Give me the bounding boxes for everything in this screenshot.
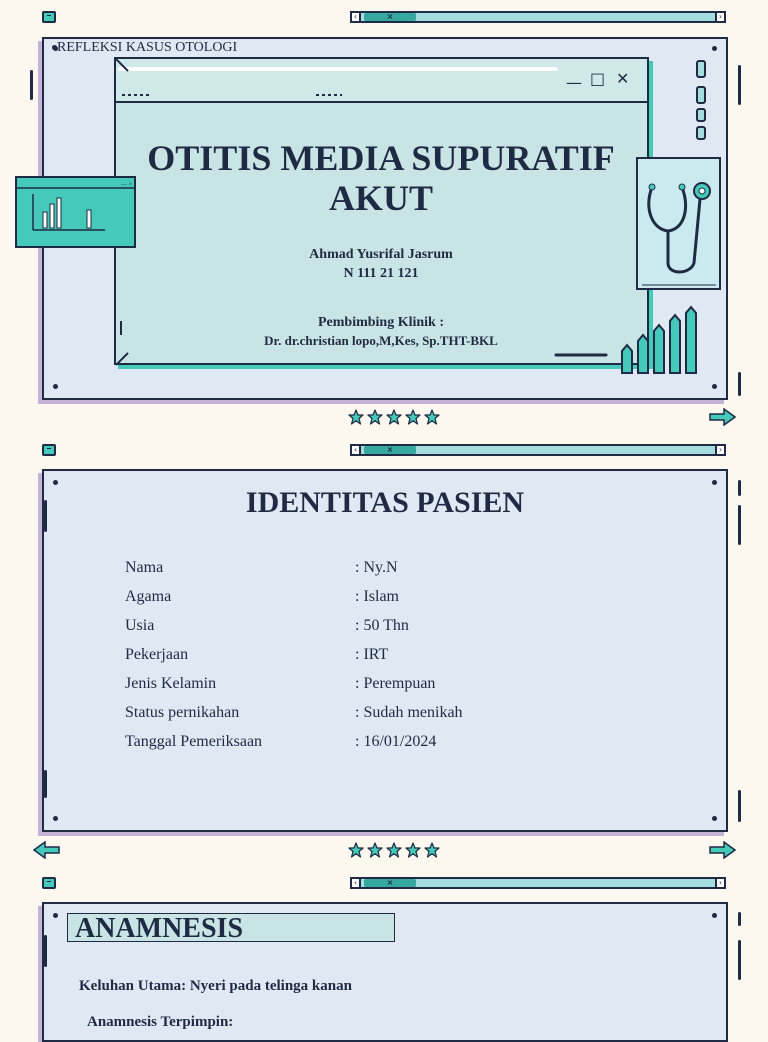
corner-dot xyxy=(712,480,717,485)
identity-label: Usia xyxy=(125,617,155,634)
horizontal-scrollbar[interactable] xyxy=(350,877,726,889)
menu-icon[interactable] xyxy=(42,11,56,23)
minimize-button[interactable]: — xyxy=(566,73,582,92)
supervisor-label: Pembimbing Klinik : xyxy=(317,315,445,330)
identity-value: : IRT xyxy=(355,646,389,663)
scroll-right-button[interactable]: › xyxy=(715,11,726,23)
author-name: Ahmad Yusrifal Jasrum xyxy=(309,247,453,262)
identity-label: Agama xyxy=(125,588,172,605)
identity-value: : 16/01/2024 xyxy=(355,733,437,750)
identity-label: Nama xyxy=(125,559,164,576)
supervisor-name: Dr. dr.christian lopo,M,Kes, Sp.THT-BKL xyxy=(264,333,498,348)
identity-value: : Islam xyxy=(355,588,399,605)
frame-tick xyxy=(738,65,741,105)
corner-dot xyxy=(53,480,58,485)
corner-dot xyxy=(712,46,717,51)
chief-complaint: Keluhan Utama: Nyeri pada telinga kanan xyxy=(79,978,352,994)
star-icon xyxy=(424,842,440,858)
star-icon xyxy=(367,409,383,425)
vertical-scroll-piece[interactable] xyxy=(696,86,706,104)
stethoscope-card xyxy=(636,157,721,290)
horizontal-scrollbar[interactable] xyxy=(350,444,726,456)
menu-icon[interactable] xyxy=(42,877,56,889)
frame-tick xyxy=(738,912,741,926)
star-icon xyxy=(348,409,364,425)
corner-dot xyxy=(712,384,717,389)
frame-tick xyxy=(738,372,741,396)
window-titlebar xyxy=(116,59,647,103)
frame-tick xyxy=(738,505,741,545)
maximize-button[interactable]: □ xyxy=(590,69,606,88)
slide-title-text: OTITIS MEDIA SUPURATIF AKUT xyxy=(147,138,615,218)
frame-tick xyxy=(738,480,741,496)
identity-value: : Perempuan xyxy=(355,675,436,692)
star-icon xyxy=(386,409,402,425)
svg-text:— ×: — × xyxy=(121,182,132,188)
identity-value: : 50 Thn xyxy=(355,617,409,634)
stethoscope-icon xyxy=(638,159,719,288)
arrow-right-icon[interactable] xyxy=(708,841,736,859)
menu-icon[interactable] xyxy=(42,444,56,456)
identity-value: : Sudah menikah xyxy=(355,704,463,721)
scroll-thumb[interactable]: × xyxy=(364,446,416,454)
guided-history-label: Anamnesis Terpimpin: xyxy=(87,1014,234,1030)
star-icon xyxy=(405,409,421,425)
frame-tick xyxy=(44,770,47,798)
horizontal-scrollbar[interactable] xyxy=(350,11,726,23)
vertical-scroll-piece[interactable] xyxy=(696,60,706,78)
slide-rating-stars xyxy=(348,842,440,858)
frame-tick xyxy=(738,790,741,822)
star-icon xyxy=(367,842,383,858)
bullet-dot xyxy=(52,45,57,50)
close-button[interactable]: ✕ xyxy=(616,69,630,88)
scroll-thumb[interactable]: × xyxy=(364,879,416,887)
star-icon xyxy=(348,842,364,858)
student-id: N 111 21 121 xyxy=(343,266,419,281)
scroll-right-button[interactable]: › xyxy=(715,877,726,889)
vertical-scroll-piece[interactable] xyxy=(696,126,706,140)
scroll-right-button[interactable]: › xyxy=(715,444,726,456)
arrow-left-icon[interactable] xyxy=(33,841,61,859)
section-title: IDENTITAS PASIEN xyxy=(245,486,525,519)
corner-dot xyxy=(712,816,717,821)
scroll-left-button[interactable]: ‹ xyxy=(350,444,361,456)
rising-bars-icon xyxy=(614,305,706,375)
section-title: ANAMNESIS xyxy=(75,913,244,944)
scroll-left-button[interactable]: ‹ xyxy=(350,11,361,23)
star-icon xyxy=(405,842,421,858)
scroll-left-button[interactable]: ‹ xyxy=(350,877,361,889)
identity-label: Pekerjaan xyxy=(125,646,189,663)
vertical-scroll-piece[interactable] xyxy=(696,108,706,122)
corner-dot xyxy=(53,816,58,821)
slide-header-tag: REFLEKSI KASUS OTOLOGI xyxy=(57,40,238,55)
slide-rating-stars xyxy=(348,409,440,425)
bar-chart-card xyxy=(15,176,136,248)
identity-label: Status pernikahan xyxy=(125,704,240,721)
bar-chart-icon xyxy=(17,178,134,246)
identity-label: Tanggal Pemeriksaan xyxy=(125,733,263,750)
star-icon xyxy=(386,842,402,858)
scroll-thumb[interactable]: × xyxy=(364,13,416,21)
frame-tick xyxy=(30,70,33,100)
corner-dot xyxy=(53,913,58,918)
frame-tick xyxy=(738,940,741,980)
arrow-right-icon[interactable] xyxy=(708,408,736,426)
identity-label: Jenis Kelamin xyxy=(125,675,217,692)
identity-value: : Ny.N xyxy=(355,559,398,576)
corner-dot xyxy=(712,913,717,918)
frame-tick xyxy=(44,935,47,967)
star-icon xyxy=(424,409,440,425)
corner-dot xyxy=(53,384,58,389)
